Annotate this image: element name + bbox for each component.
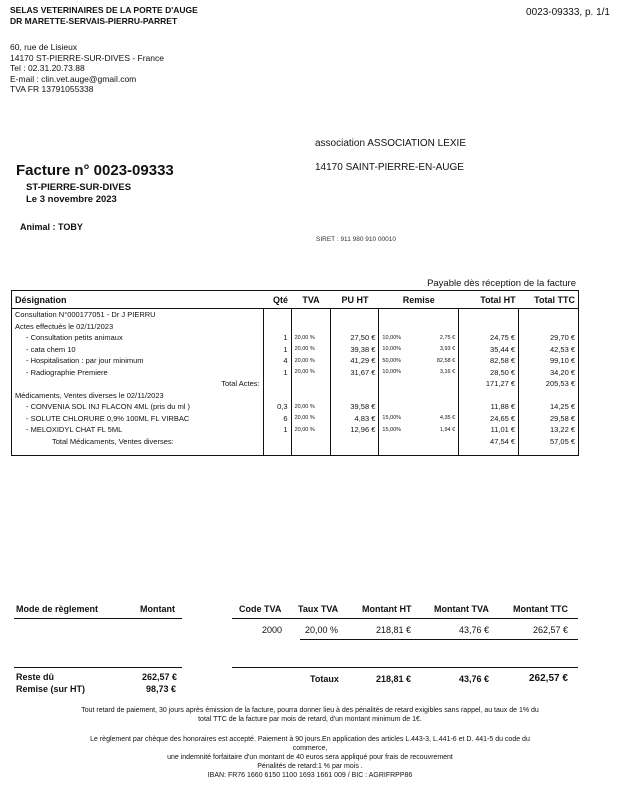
values-rule [300,639,578,640]
cell-remise-pct: 15,00% [379,413,419,425]
invoice-title: Facture n° 0023-09333 [16,162,174,179]
iban-line: IBAN: FR76 1660 6150 1100 1693 1661 009 / BIC : AGRIFRPP86 [207,772,413,779]
cell-qty: 0,3 [263,401,291,413]
row-label: Médicaments, Ventes diverses le 02/11/2023 [15,390,164,400]
montant-ttc-label: Montant TTC [513,604,568,614]
table-row [12,378,579,390]
recipient-city: 14170 SAINT-PIERRE-EN-AUGE [315,162,464,173]
cell-remise-amt [419,378,459,390]
table-padding-row [12,447,579,456]
montant-ht-value: 218,81 € [376,625,412,635]
conditions-line3: une indemnité forfaitaire d'un montant de 40 euros sera appliqué pour frais de recouvrement [167,754,453,761]
cell-qty: 1 [263,344,291,356]
table-row [12,436,579,448]
late-payment-line1: Tout retard de paiement, 30 jours après émission de la facture, pourra donner lieu à des pénalités de retard exigibles sans rappel, au taux de 1% du [81,707,539,714]
cell-tva [291,378,331,390]
cell-ttc [519,321,579,333]
montant-ht-label: Montant HT [362,604,412,614]
cell-remise-pct: 10,00% [379,367,419,379]
cell-remise-amt [419,390,459,402]
company-address [10,42,164,95]
cell-tva: 20,00 % [291,413,331,425]
code-tva-label: Code TVA [239,604,282,614]
reste-du-value: 262,57 € [142,672,178,682]
cell-remise-pct [379,309,419,321]
col-designation: Désignation [12,291,264,309]
conditions-line4: Pénalités de retard:1 % par mois . [257,763,363,770]
reste-du-label: Reste dû [16,672,55,682]
padding-cell [519,447,579,456]
item-label: - CONVENIA SOL INJ FLACON 4ML (pris du ml ) [26,402,191,412]
cell-remise-pct [379,378,419,390]
col-total-ttc: Total TTC [519,291,579,309]
cell-qty [263,390,291,402]
cell-pu: 31,67 € [331,367,379,379]
remise-value: 98,73 € [146,684,177,694]
cell-tva: 20,00 % [291,344,331,356]
cell-pu [331,378,379,390]
cell-ht [459,309,519,321]
table-row [12,390,579,402]
item-label: - Hospitalisation : par jour minimum [26,356,144,366]
cell-remise-amt: 3,16 € [439,369,456,376]
cell-remise-amt [419,321,459,333]
cell-pu: 27,50 € [331,332,379,344]
table-row [12,321,579,333]
conditions-line1: Le règlement par chèque des honoraires est accepté. Paiement à 90 jours.En application des articles L.443-3, L.441-6 et D. 441-5 du code du [90,736,530,743]
payment-terms: Payable dès réception de la facture [427,278,576,289]
late-payment-line2: total TTC de la facture par mois de retard, d'un montant minimum de 1€. [198,716,422,723]
cell-tva [291,390,331,402]
totaux-ttc: 262,57 € [529,673,568,684]
cell-pu: 4,83 € [331,413,379,425]
cell-ht: 28,50 € [459,367,519,379]
remise-label: Remise (sur HT) [16,684,86,694]
subtotal-label: Total Actes: [221,379,260,389]
cell-remise-amt: 4,35 € [439,415,456,422]
table-row [12,332,579,344]
cell-qty: 6 [263,413,291,425]
padding-cell [331,447,379,456]
cell-ht [459,321,519,333]
address-tva: TVA FR 13791055338 [10,84,94,94]
item-label: - MELOXIDYL CHAT FL 5ML [26,425,123,435]
cell-pu [331,321,379,333]
cell-qty: 1 [263,424,291,436]
item-label: - SOLUTE CHLORURE 0,9% 100ML FL VIRBAC [26,413,190,423]
cell-remise-pct: 10,00% [379,344,419,356]
cell-pu: 41,29 € [331,355,379,367]
cell-ttc: 99,10 € [519,355,579,367]
cell-remise-amt: 2,75 € [439,334,456,341]
company-doctors: DR MARETTE-SERVAIS-PIERRU-PARRET [10,16,178,26]
cell-tva [291,436,331,448]
code-tva-value: 2000 [262,625,283,635]
cell-ttc [519,309,579,321]
cell-ttc: 14,25 € [519,401,579,413]
address-street: 60, rue de Lisieux [10,42,78,52]
totaux-label: Totaux [310,674,339,684]
cell-ht: 24,75 € [459,332,519,344]
late-payment-notice [10,706,610,724]
table-header-row [12,291,579,309]
col-total-ht: Total HT [459,291,519,309]
conditions-line2: commerce, [292,745,328,752]
subtotal-ht: 47,54 € [459,436,519,448]
montant-ttc-value: 262,57 € [533,625,569,635]
cell-remise-amt: 3,93 € [439,346,456,353]
cell-ht: 11,88 € [459,401,519,413]
row-label: Consultation N°000177051 - Dr J PIERRU [15,310,156,320]
table-row [12,367,579,379]
address-email: E-mail : clin.vet.auge@gmail.com [10,73,137,84]
cell-pu [331,390,379,402]
left-totals-rule [14,667,182,668]
cell-tva [291,309,331,321]
table-row [12,309,579,321]
col-pu-ht: PU HT [331,291,379,309]
payment-conditions [10,735,610,780]
cell-pu [331,309,379,321]
cell-qty [263,321,291,333]
cell-ttc: 34,20 € [519,367,579,379]
taux-tva-value: 20,00 % [305,625,339,635]
totaux-ht: 218,81 € [376,674,412,684]
subtotal-ttc: 205,53 € [519,378,579,390]
company-name: SELAS VETERINAIRES DE LA PORTE D'AUGE [10,5,198,15]
cell-qty [263,436,291,448]
col-qty: Qté [263,291,291,309]
cell-remise-amt [419,401,459,413]
invoice-lines-table [11,290,579,456]
cell-remise-pct: 50,00% [379,355,419,367]
item-label: - cata chem 10 [26,344,76,354]
cell-tva: 20,00 % [291,355,331,367]
invoice-place: ST-PIERRE-SUR-DIVES [26,182,132,193]
cell-tva: 20,00 % [291,367,331,379]
cell-pu: 39,58 € [331,401,379,413]
cell-remise-amt [419,309,459,321]
right-header-rule [232,618,578,619]
table-row [12,344,579,356]
cell-qty [263,378,291,390]
address-city: 14170 ST-PIERRE-SUR-DIVES - France [10,52,164,63]
padding-cell [459,447,519,456]
recipient-name: association ASSOCIATION LEXIE [315,138,466,149]
padding-cell [419,447,459,456]
company-header [10,5,198,27]
table-row [12,413,579,425]
padding-cell [263,447,291,456]
taux-tva-label: Taux TVA [298,604,339,614]
padding-cell [291,447,331,456]
cell-pu: 12,96 € [331,424,379,436]
cell-remise-amt: 82,58 € [436,357,456,364]
montant-tva-value: 43,76 € [459,625,490,635]
cell-ttc [519,390,579,402]
cell-ht: 82,58 € [459,355,519,367]
montant-label: Montant [140,604,175,614]
subtotal-ht: 171,27 € [459,378,519,390]
item-label: - Radiographie Premiere [26,367,108,377]
cell-ht: 11,01 € [459,424,519,436]
cell-remise-amt [419,436,459,448]
cell-tva: 20,00 % [291,332,331,344]
cell-qty: 4 [263,355,291,367]
animal-name: Animal : TOBY [20,222,83,232]
cell-remise-pct [379,321,419,333]
cell-ht: 35,44 € [459,344,519,356]
totaux-tva: 43,76 € [459,674,490,684]
padding-cell [379,447,419,456]
cell-tva: 20,00 % [291,401,331,413]
subtotal-ttc: 57,05 € [519,436,579,448]
address-tel: Tel : 02.31.20.73.88 [10,63,85,73]
mode-reglement-label: Mode de règlement [16,604,99,614]
col-remise: Remise [379,291,459,309]
cell-ht [459,390,519,402]
table-row [12,424,579,436]
table-row [12,355,579,367]
cell-ttc: 29,58 € [519,413,579,425]
cell-remise-pct [379,436,419,448]
cell-remise-pct: 10,00% [379,332,419,344]
cell-ttc: 42,53 € [519,344,579,356]
cell-tva: 20,00 % [291,424,331,436]
page-reference: 0023-09333, p. 1/1 [526,7,610,18]
cell-qty [263,309,291,321]
subtotal-label: Total Médicaments, Ventes diverses: [52,436,174,446]
item-label: - Consultation petits animaux [26,333,123,343]
cell-tva [291,321,331,333]
cell-remise-amt: 1,94 € [439,426,456,433]
cell-qty: 1 [263,367,291,379]
cell-ht: 24,65 € [459,413,519,425]
cell-qty: 1 [263,332,291,344]
siret-number: SIRET : 911 980 910 00010 [316,236,396,243]
table-row [12,401,579,413]
row-label: Actes effectués le 02/11/2023 [15,321,114,331]
cell-remise-pct [379,401,419,413]
cell-pu [331,436,379,448]
padding-cell [12,447,264,456]
invoice-date: Le 3 novembre 2023 [26,194,117,205]
montant-tva-label: Montant TVA [434,604,489,614]
col-tva: TVA [291,291,331,309]
cell-ttc: 13,22 € [519,424,579,436]
cell-pu: 39,38 € [331,344,379,356]
cell-remise-pct [379,390,419,402]
right-totals-rule [232,667,578,668]
cell-remise-pct: 15,00% [379,424,419,436]
left-header-rule [14,618,182,619]
cell-ttc: 29,70 € [519,332,579,344]
